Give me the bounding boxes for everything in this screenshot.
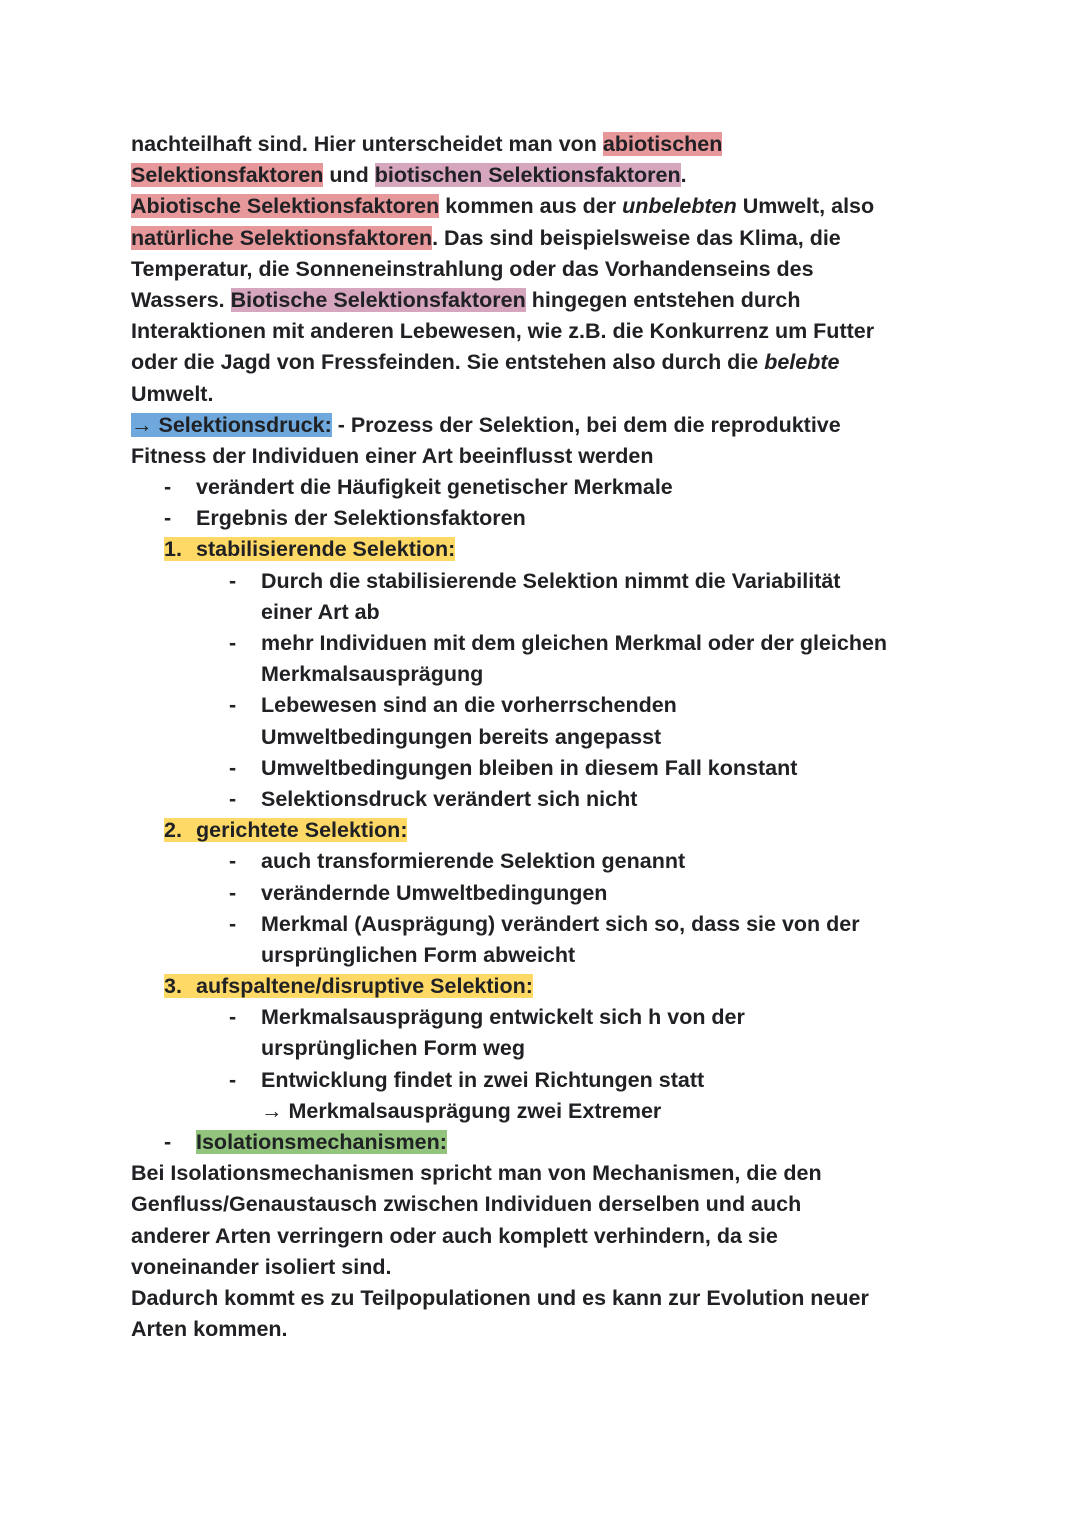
- list-item: - mehr Individuen mit dem gleichen Merkmal oder der gleichen: [131, 628, 961, 659]
- bullet-dash: -: [229, 880, 237, 905]
- bullet-dash: -: [229, 786, 237, 811]
- highlight-selection-type: 3. aufspaltene/disruptive Selektion:: [164, 974, 533, 999]
- list-item-continuation: → Merkmalsausprägung zwei Extremer: [261, 1098, 662, 1123]
- highlight-isolation: Isolationsmechanismen:: [196, 1130, 447, 1154]
- highlight-selektionsdruck: → Selektionsdruck:: [131, 412, 332, 437]
- text-line: Dadurch kommt es zu Teilpopulationen und es kann zur Evolution neuer: [131, 1285, 869, 1310]
- numbered-heading: [131, 971, 961, 1002]
- numbered-heading: [131, 534, 961, 565]
- text-line: Wassers. Biotische Selektionsfaktoren hingegen entstehen durch: [131, 287, 801, 312]
- highlight-selection-type: 2. gerichtete Selektion:: [164, 818, 408, 843]
- text-line: anderer Arten verringern oder auch komplett verhindern, da sie: [131, 1223, 778, 1248]
- text-line: Umwelt.: [131, 381, 214, 406]
- bullet-dash: -: [229, 693, 237, 718]
- text-line: Arten kommen.: [131, 1317, 288, 1342]
- selektionsdruck-definition: → Selektionsdruck: - Prozess der Selektion, bei dem die reproduktive: [131, 412, 841, 437]
- list-item: - Merkmal (Ausprägung) verändert sich so, dass sie von der: [131, 909, 961, 940]
- list-item: - Entwicklung findet in zwei Richtungen statt: [131, 1065, 961, 1096]
- highlight-abiotic-term: Abiotische Selektionsfaktoren: [131, 194, 440, 219]
- list-item: - Ergebnis der Selektionsfaktoren: [131, 503, 961, 534]
- bullet-dash: -: [229, 755, 237, 780]
- text-line: Abiotische Selektionsfaktoren kommen aus der unbelebten Umwelt, also: [131, 194, 875, 219]
- bullet-dash: -: [229, 1005, 237, 1030]
- bullet-dash: -: [164, 1130, 172, 1154]
- bullet-dash: -: [229, 631, 237, 655]
- bullet-dash: -: [229, 568, 237, 593]
- list-item: - Merkmalsausprägung entwickelt sich h von der: [131, 1002, 961, 1033]
- bullet-dash: -: [229, 849, 237, 874]
- text-line: oder die Jagd von Fressfeinden. Sie entstehen also durch die belebte: [131, 350, 840, 375]
- list-item-continuation: Umweltbedingungen bereits angepasst: [261, 724, 662, 749]
- list-item-continuation: ursprünglichen Form weg: [261, 1036, 525, 1061]
- list-item-continuation: Merkmalsausprägung: [261, 662, 484, 687]
- text-line: Genfluss/Genaustausch zwischen Individuen derselben und auch: [131, 1192, 802, 1217]
- text-line: Temperatur, die Sonneneinstrahlung oder das Vorhandenseins des: [131, 256, 814, 281]
- list-item: - Umweltbedingungen bleiben in diesem Fall konstant: [131, 753, 961, 784]
- list-item: - verändernde Umweltbedingungen: [131, 878, 961, 909]
- highlight-biotic: biotischen Selektionsfaktoren: [374, 163, 681, 188]
- text-line: Bei Isolationsmechanismen spricht man von Mechanismen, die den: [131, 1161, 822, 1186]
- list-item: - auch transformierende Selektion genannt: [131, 846, 961, 877]
- list-item: [131, 1127, 961, 1158]
- bullet-dash: -: [164, 475, 172, 500]
- list-item: - verändert die Häufigkeit genetischer Merkmale: [131, 472, 961, 503]
- text-line: natürliche Selektionsfaktoren. Das sind beispielsweise das Klima, die: [131, 225, 841, 250]
- list-item: - Lebewesen sind an die vorherrschenden: [131, 690, 961, 721]
- text-line: Selektionsfaktoren und biotischen Selektionsfaktoren.: [131, 163, 687, 188]
- bullet-dash: -: [229, 911, 237, 936]
- highlight-natural-factors: natürliche Selektionsfaktoren: [131, 225, 433, 250]
- numbered-heading: [131, 815, 961, 846]
- highlight-abiotic: abiotischen: [602, 132, 723, 156]
- bullet-dash: -: [164, 506, 172, 531]
- list-item-continuation: ursprünglichen Form abweicht: [261, 942, 576, 967]
- list-item: - Durch die stabilisierende Selektion nimmt die Variabilität: [131, 566, 961, 597]
- bullet-dash: -: [229, 1067, 237, 1092]
- list-item-continuation: einer Art ab: [261, 599, 380, 624]
- document-page: [131, 129, 961, 1345]
- highlight-abiotic: Selektionsfaktoren: [131, 163, 324, 188]
- text-line: nachteilhaft sind. Hier unterscheidet man von abiotischen: [131, 132, 723, 156]
- text-line: voneinander isoliert sind.: [131, 1254, 392, 1279]
- highlight-selection-type: 1. stabilisierende Selektion:: [164, 537, 456, 562]
- text-line: Fitness der Individuen einer Art beeinflusst werden: [131, 443, 654, 468]
- highlight-biotic-term: Biotische Selektionsfaktoren: [230, 287, 526, 312]
- text-line: Interaktionen mit anderen Lebewesen, wie z.B. die Konkurrenz um Futter: [131, 319, 875, 344]
- list-item: - Selektionsdruck verändert sich nicht: [131, 784, 961, 815]
